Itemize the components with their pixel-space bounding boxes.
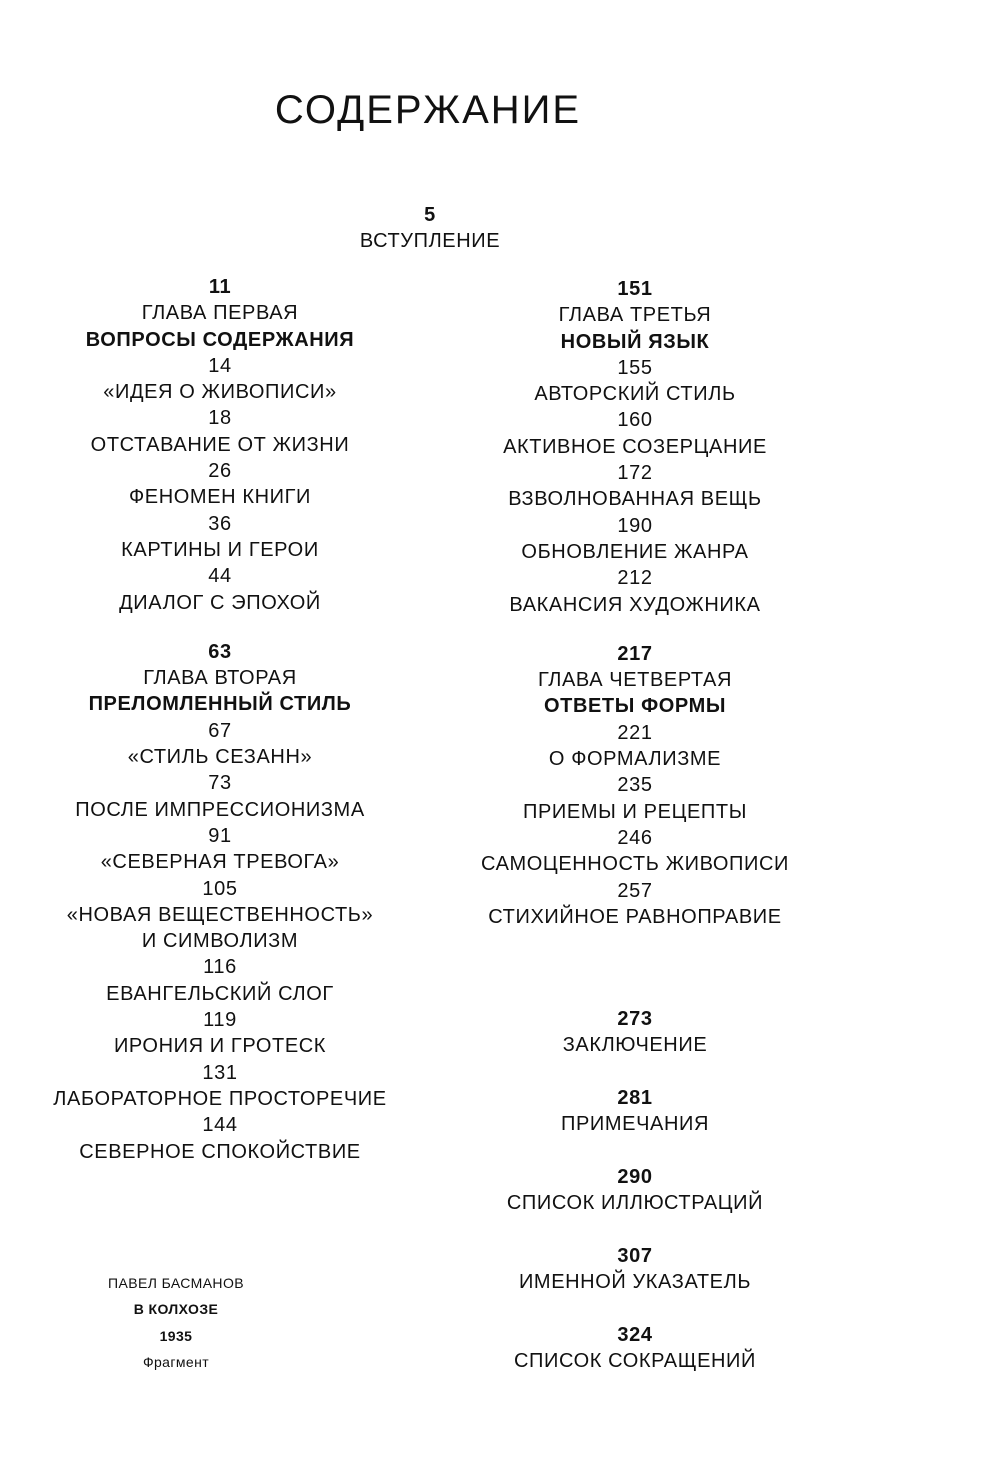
section-page-number: 44 [208, 565, 232, 588]
section-title: АВТОРСКИЙ СТИЛЬ [534, 383, 736, 406]
chapter-label: ГЛАВА ВТОРАЯ [143, 667, 297, 690]
chapter-heading: НОВЫЙ ЯЗЫК [560, 330, 710, 353]
back-matter-title: СПИСОК ИЛЛЮСТРАЦИЙ [506, 1192, 764, 1215]
section-title: «СТИЛЬ СЕЗАНН» [127, 746, 313, 769]
section-page-number: 212 [617, 567, 653, 590]
back-matter-item [435, 1322, 835, 1375]
section-title: О ФОРМАЛИЗМЕ [548, 748, 722, 771]
back-matter-page-number: 281 [617, 1087, 653, 1109]
back-matter-item [435, 1006, 835, 1059]
spacer [435, 618, 835, 641]
section-page-number: 246 [617, 826, 653, 849]
caption-work-title: В КОЛХОЗЕ [133, 1301, 219, 1318]
section-page-number: 73 [208, 772, 232, 795]
section-page-number: 67 [208, 719, 232, 742]
chapter-page-number: 217 [617, 642, 653, 665]
section-title: ОБНОВЛЕНИЕ ЖАНРА [521, 540, 749, 563]
section-page-number: 116 [203, 956, 237, 979]
section-page-number: 160 [617, 409, 653, 432]
chapter-heading: ОТВЕТЫ ФОРМЫ [543, 695, 727, 718]
caption-artist: ПАВЕЛ БАСМАНОВ [108, 1275, 244, 1291]
section-title: КАРТИНЫ И ГЕРОИ [121, 538, 319, 561]
chapter-label: ГЛАВА ПЕРВАЯ [141, 302, 299, 325]
section-page-number: 257 [617, 879, 653, 902]
section-title: ПОСЛЕ ИМПРЕССИОНИЗМА [75, 798, 365, 821]
section-page-number: 14 [208, 354, 232, 377]
section-title: ЕВАНГЕЛЬСКИЙ СЛОГ [106, 982, 334, 1005]
section-page-number: 131 [202, 1061, 238, 1084]
chapter-heading: ВОПРОСЫ СОДЕРЖАНИЯ [85, 328, 355, 351]
caption-year: 1935 [159, 1327, 193, 1344]
section-page-number: 172 [617, 462, 653, 485]
back-matter-item [435, 1085, 835, 1138]
section-title: «ИДЕЯ О ЖИВОПИСИ» [103, 381, 337, 404]
section-title: И СИМВОЛИЗМ [141, 930, 299, 953]
intro-label: ВСТУПЛЕНИЕ [359, 230, 501, 253]
section-title: ФЕНОМЕН КНИГИ [128, 486, 312, 509]
section-title: «НОВАЯ ВЕЩЕСТВЕННОСТЬ» [66, 903, 374, 926]
chapter-label: ГЛАВА ТРЕТЬЯ [558, 304, 712, 327]
section-title: ДИАЛОГ С ЭПОХОЙ [119, 591, 321, 614]
back-matter-page-number: 307 [617, 1245, 653, 1267]
back-matter-page-number: 290 [617, 1166, 653, 1188]
section-title: АКТИВНОЕ СОЗЕРЦАНИЕ [503, 435, 767, 458]
section-title: СЕВЕРНОЕ СПОКОЙСТВИЕ [79, 1140, 361, 1163]
section-page-number: 26 [208, 460, 232, 483]
illustration-caption [76, 1270, 276, 1375]
section-page-number: 18 [208, 407, 232, 430]
back-matter-page-number: 273 [617, 1008, 653, 1030]
section-page-number: 190 [617, 514, 653, 537]
caption-note: Фрагмент [142, 1353, 210, 1370]
back-matter-title: ИМЕННОЙ УКАЗАТЕЛЬ [518, 1271, 752, 1294]
back-matter-item [435, 1164, 835, 1217]
section-title: ИРОНИЯ И ГРОТЕСК [113, 1035, 327, 1058]
section-page-number: 91 [208, 824, 232, 847]
section-page-number: 235 [617, 774, 653, 797]
back-matter-title: СПИСОК СОКРАЩЕНИЙ [514, 1350, 756, 1373]
section-title: САМОЦЕННОСТЬ ЖИВОПИСИ [480, 853, 790, 876]
toc-column-left [20, 274, 420, 1165]
section-title: ВЗВОЛНОВАННАЯ ВЕЩЬ [508, 488, 762, 511]
chapter-page-number: 63 [208, 640, 232, 663]
toc-intro [280, 202, 580, 255]
section-page-number: 144 [202, 1114, 238, 1137]
spacer [20, 616, 420, 639]
section-page-number: 221 [617, 721, 653, 744]
section-title: СТИХИЙНОЕ РАВНОПРАВИЕ [488, 905, 782, 928]
chapter-page-number: 151 [617, 278, 653, 300]
section-title: ВАКАНСИЯ ХУДОЖНИКА [509, 593, 761, 616]
chapter-page-number: 11 [208, 276, 232, 298]
section-page-number: 155 [617, 356, 653, 379]
back-matter-item [435, 1243, 835, 1296]
section-title: ПРИЕМЫ И РЕЦЕПТЫ [523, 800, 747, 823]
chapter-heading: ПРЕЛОМЛЕННЫЙ СТИЛЬ [88, 693, 352, 716]
section-title: ЛАБОРАТОРНОЕ ПРОСТОРЕЧИЕ [53, 1087, 387, 1110]
section-page-number: 105 [202, 877, 238, 900]
intro-page-number: 5 [424, 204, 436, 226]
section-page-number: 119 [203, 1009, 237, 1032]
toc-column-right [435, 276, 835, 930]
section-page-number: 36 [208, 512, 232, 535]
back-matter-page-number: 324 [617, 1324, 653, 1346]
section-title: «СЕВЕРНАЯ ТРЕВОГА» [100, 851, 340, 874]
chapter-label: ГЛАВА ЧЕТВЕРТАЯ [537, 669, 733, 692]
back-matter-title: ПРИМЕЧАНИЯ [560, 1113, 710, 1136]
back-matter-title: ЗАКЛЮЧЕНИЕ [562, 1034, 708, 1057]
page-title: СОДЕРЖАНИЕ [274, 88, 582, 132]
section-title: ОТСТАВАНИЕ ОТ ЖИЗНИ [90, 433, 350, 456]
